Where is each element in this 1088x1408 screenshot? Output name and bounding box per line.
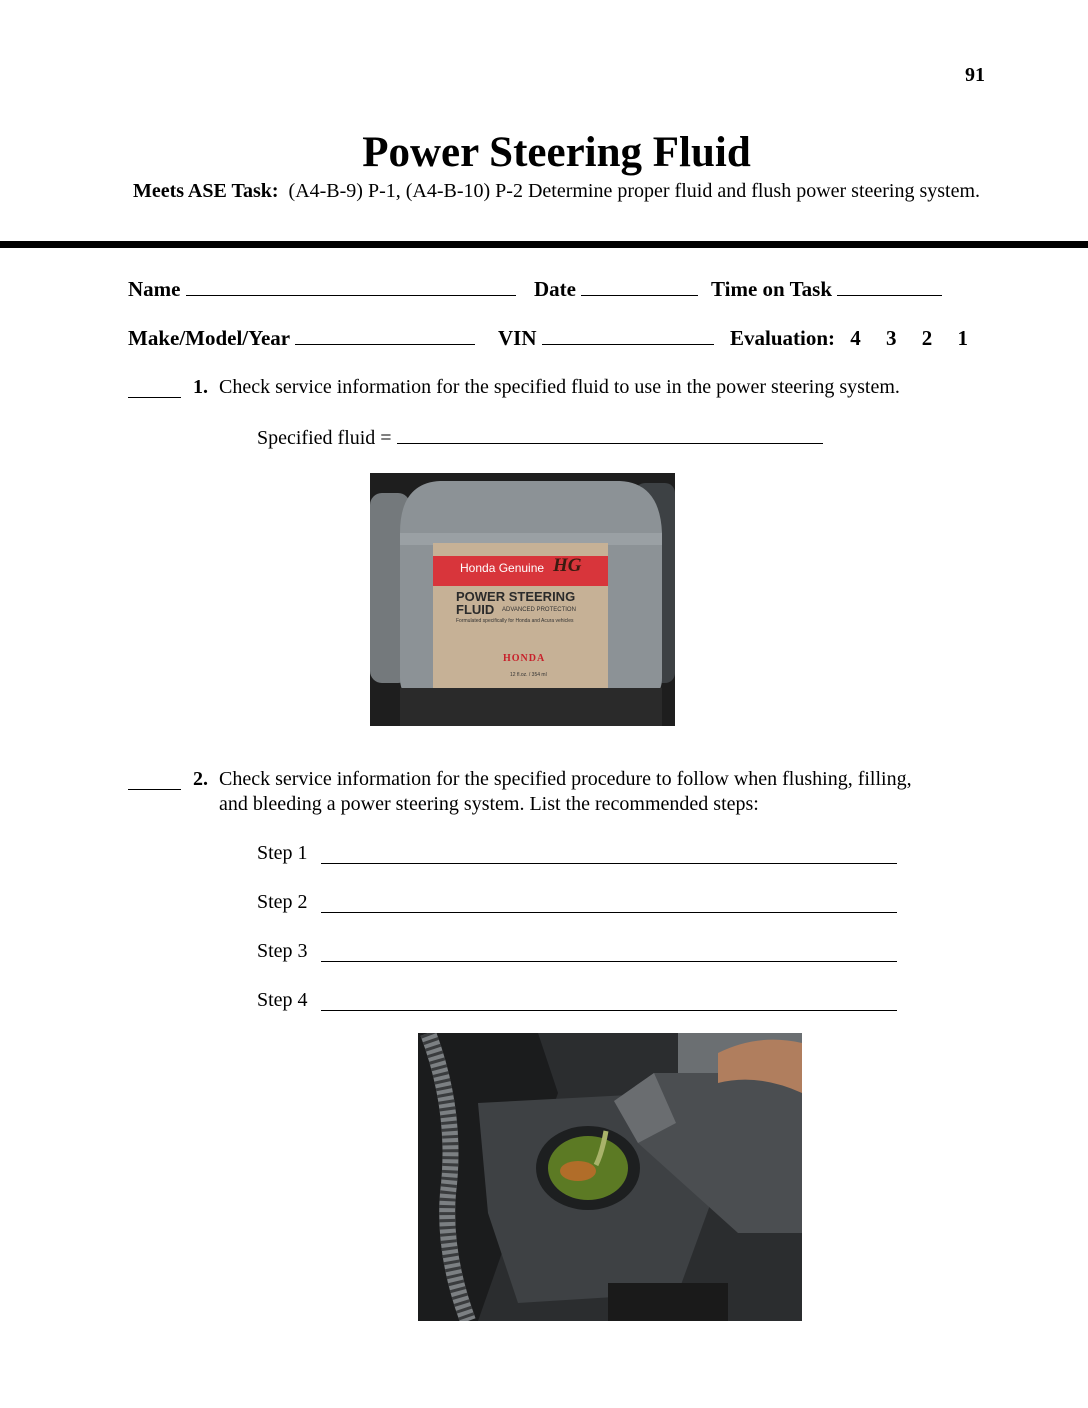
make-model-year-label: Make/Model/Year: [128, 326, 291, 350]
item2-number: 2.: [193, 768, 208, 790]
label-hg: HG: [553, 555, 582, 576]
step-2-blank[interactable]: [321, 912, 897, 913]
step-1-label: Step 1: [257, 842, 308, 864]
item1: [193, 376, 900, 399]
item2: [193, 768, 912, 791]
pouring-fluid-photo: [418, 1033, 802, 1321]
label-line2: FLUID: [456, 602, 495, 617]
ase-task-label: Meets ASE Task:: [132, 180, 279, 202]
label-volume: 12 fl.oz. / 354 ml: [510, 672, 547, 678]
make-model-year-field[interactable]: [128, 326, 475, 351]
name-label: Name: [128, 277, 181, 301]
item2-text-line2: and bleeding a power steering system. List the recommended steps:: [219, 793, 759, 815]
item1-check-blank[interactable]: [128, 397, 181, 398]
label-brand: Honda Genuine: [460, 561, 545, 575]
eval-score-4[interactable]: 4: [850, 326, 861, 350]
step-3-label: Step 3: [257, 940, 308, 962]
specified-fluid-field[interactable]: [257, 425, 823, 450]
header-rule: [0, 241, 1088, 248]
name-field[interactable]: [128, 277, 516, 302]
make-model-year-blank[interactable]: [295, 326, 475, 345]
ase-task: [120, 179, 993, 204]
label-advanced: ADVANCED PROTECTION: [502, 607, 576, 613]
vin-field[interactable]: [498, 326, 714, 351]
eval-score-2[interactable]: 2: [921, 326, 933, 350]
ase-task-text: (A4-B-9) P-1, (A4-B-10) P-2 Determine proper fluid and flush power steering system.: [288, 180, 981, 202]
time-on-task-field[interactable]: [711, 277, 942, 302]
fluid-bottle-photo: [370, 473, 675, 726]
page-title: Power Steering Fluid: [362, 129, 751, 176]
time-on-task-blank[interactable]: [837, 277, 942, 296]
label-formulated: Formulated specifically for Honda and Acura vehicles: [456, 618, 574, 624]
page-number: 91: [965, 64, 985, 86]
item1-number: 1.: [193, 376, 208, 398]
specified-fluid-blank[interactable]: [397, 425, 823, 444]
time-on-task-label: Time on Task: [711, 277, 833, 301]
step-1-blank[interactable]: [321, 863, 897, 864]
specified-fluid-label: Specified fluid =: [257, 427, 392, 449]
vin-blank[interactable]: [542, 326, 714, 345]
date-label: Date: [534, 277, 576, 301]
label-line1: POWER STEERING: [456, 589, 576, 604]
step-3-blank[interactable]: [321, 961, 897, 962]
item1-text: Check service information for the specified fluid to use in the power steering system.: [219, 376, 900, 398]
name-blank[interactable]: [186, 277, 516, 296]
pouring-fluid-illustration: [418, 1033, 802, 1321]
eval-score-3[interactable]: 3: [886, 326, 897, 350]
step-4-label: Step 4: [257, 989, 308, 1011]
item2-text-line1: Check service information for the specified procedure to follow when flushing, filling,: [219, 768, 912, 790]
date-blank[interactable]: [581, 277, 698, 296]
vin-label: VIN: [498, 326, 537, 350]
step-4-blank[interactable]: [321, 1010, 897, 1011]
evaluation-field: [730, 326, 968, 351]
date-field[interactable]: [534, 277, 698, 302]
eval-score-1[interactable]: 1: [957, 326, 969, 350]
label-maker: HONDA: [503, 653, 546, 664]
evaluation-label: Evaluation:: [730, 326, 836, 350]
step-2-label: Step 2: [257, 891, 308, 913]
item2-check-blank[interactable]: [128, 789, 181, 790]
